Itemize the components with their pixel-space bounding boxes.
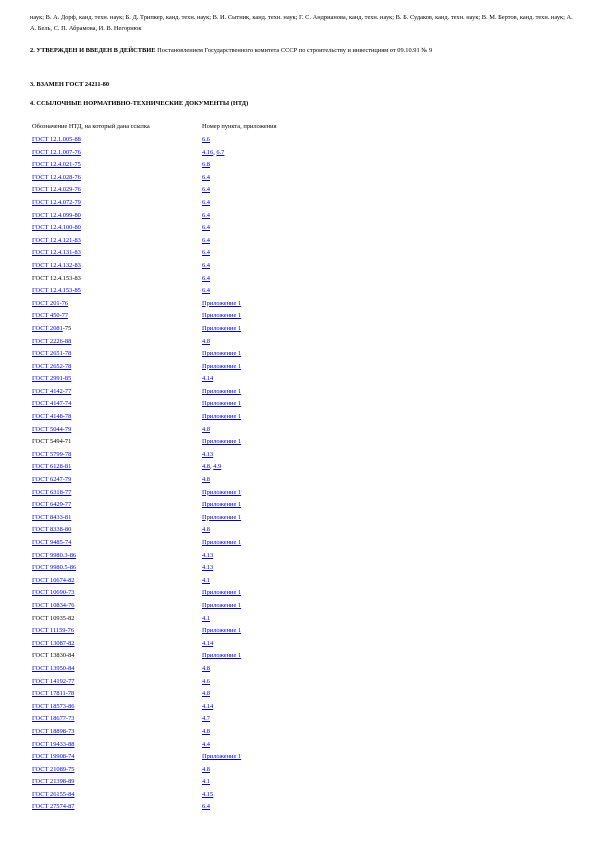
reference-link[interactable]: Приложение 1	[202, 627, 242, 635]
document-cell	[32, 172, 81, 185]
table-row	[32, 625, 532, 638]
reference-link[interactable]: 4.16	[202, 148, 214, 156]
document-cell	[32, 222, 81, 235]
reference-cell	[202, 789, 213, 802]
document-link[interactable]: ГОСТ 5799-78	[32, 450, 72, 458]
reference-separator: ,	[213, 148, 217, 156]
document-cell	[32, 701, 75, 714]
reference-link[interactable]: 4.6	[202, 677, 210, 685]
document-cell	[32, 764, 75, 777]
table-row	[32, 726, 532, 739]
reference-cell	[202, 235, 210, 248]
column-header-document: Обозначение НТД, на который дана ссылка	[32, 123, 150, 130]
document-link[interactable]: ГОСТ 12.4.131-83	[32, 249, 81, 257]
reference-cell	[202, 159, 210, 172]
reference-link[interactable]: 4.8	[202, 765, 210, 773]
document-cell	[32, 147, 81, 160]
reference-link[interactable]: Приложение 1	[202, 539, 242, 546]
reference-link[interactable]: Приложение 1	[202, 589, 242, 597]
document-cell	[32, 613, 75, 626]
document-cell	[32, 638, 75, 651]
document-cell	[32, 801, 75, 814]
document-link[interactable]: ГОСТ 11159-76	[32, 627, 75, 635]
document-cell	[32, 474, 71, 487]
document-cell	[32, 285, 81, 298]
document-cell	[32, 789, 75, 802]
reference-link[interactable]: 4.8	[202, 337, 210, 345]
table-row	[32, 235, 532, 248]
reference-cell	[202, 638, 213, 651]
reference-link[interactable]: 4.4	[202, 740, 210, 748]
document-link[interactable]: ГОСТ 5044-79	[32, 425, 72, 433]
table-row	[32, 147, 532, 160]
table-row	[32, 600, 532, 613]
reference-cell	[202, 499, 241, 512]
reference-link[interactable]: 6.4	[202, 249, 210, 257]
document-cell	[32, 713, 75, 726]
reference-link[interactable]: Приложение 1	[202, 438, 242, 446]
document-cell	[32, 688, 74, 701]
document-link[interactable]: ГОСТ 10834-76	[32, 601, 75, 609]
document-link[interactable]: ГОСТ 9980.3-86	[32, 551, 77, 559]
table-row	[32, 386, 532, 399]
document-cell	[32, 436, 71, 449]
reference-cell	[202, 449, 213, 462]
document-link[interactable]: ГОСТ 19433-88	[32, 740, 75, 748]
reference-cell	[202, 701, 213, 714]
document-link[interactable]: ГОСТ 18898-73	[32, 727, 75, 735]
reference-cell	[202, 512, 241, 525]
reference-cell	[202, 537, 241, 550]
document-link[interactable]: ГОСТ 2652-78	[32, 362, 72, 370]
document-cell	[32, 449, 71, 462]
document-cell	[32, 650, 75, 663]
reference-link[interactable]: 4.8	[202, 425, 210, 433]
table-row	[32, 537, 532, 550]
reference-cell	[202, 310, 241, 323]
table-row	[32, 789, 532, 802]
reference-link[interactable]: Приложение 1	[202, 501, 242, 509]
document-cell	[32, 361, 71, 374]
table-row	[32, 676, 532, 689]
document-link[interactable]: ГОСТ 2081	[32, 324, 63, 332]
reference-cell	[202, 474, 210, 487]
table-row	[32, 663, 532, 676]
document-link[interactable]: ГОСТ 12.4.132-83	[32, 261, 81, 269]
document-link[interactable]: ГОСТ 12.4.099-80	[32, 211, 81, 219]
section-4	[30, 99, 575, 110]
reference-link[interactable]: Приложение 1	[202, 362, 242, 370]
reference-link[interactable]: 4.14	[202, 639, 214, 647]
document-link[interactable]: ГОСТ 19908-74	[32, 753, 75, 761]
document-cell	[32, 625, 74, 638]
document-text: ГОСТ 5494-71	[32, 438, 72, 446]
document-cell	[32, 235, 81, 248]
reference-link[interactable]: Приложение 1	[202, 350, 242, 358]
table-row	[32, 575, 532, 588]
reference-cell	[202, 424, 210, 437]
document-link[interactable]: ГОСТ 6128-81	[32, 463, 72, 471]
document-cell	[32, 524, 71, 537]
reference-link[interactable]: 4.13	[202, 551, 214, 559]
section-2-heading: 2. УТВЕРЖДЕН И ВВЕДЕН В ДЕЙСТВИЕ	[30, 47, 156, 54]
table-row	[32, 713, 532, 726]
document-link[interactable]: ГОСТ 12.4.153-85	[32, 287, 81, 295]
table-row	[32, 285, 532, 298]
document-cell	[32, 184, 81, 197]
reference-cell	[202, 247, 210, 260]
reference-cell	[202, 436, 241, 449]
reference-cell	[202, 336, 210, 349]
document-link[interactable]: ГОСТ 9980.5-86	[32, 564, 77, 572]
reference-cell	[202, 650, 241, 663]
reference-link[interactable]: Приложение 1	[202, 513, 242, 521]
table-row	[32, 273, 532, 286]
document-link[interactable]: ГОСТ 12.4.021-75	[32, 161, 81, 169]
reference-cell	[202, 323, 241, 336]
table-row	[32, 361, 532, 374]
reference-link[interactable]: Приложение 1	[202, 413, 242, 421]
table-row	[32, 172, 532, 185]
reference-cell	[202, 134, 210, 147]
document-link[interactable]: ГОСТ 14192-77	[32, 677, 75, 685]
reference-cell	[202, 373, 213, 386]
reference-cell	[202, 348, 241, 361]
table-row	[32, 436, 532, 449]
reference-cell	[202, 801, 210, 814]
document-cell	[32, 386, 71, 399]
document-link[interactable]: ГОСТ 8433-81	[32, 513, 72, 521]
document-cell	[32, 310, 68, 323]
table-row	[32, 562, 532, 575]
document-cell	[32, 550, 76, 563]
reference-link[interactable]: 6.4	[202, 173, 210, 181]
reference-link[interactable]: 6.4	[202, 287, 210, 295]
table-row	[32, 184, 532, 197]
document-cell	[32, 260, 81, 273]
table-row	[32, 310, 532, 323]
document-cell	[32, 487, 71, 500]
reference-cell	[202, 147, 224, 160]
reference-link[interactable]: 6.4	[202, 186, 210, 194]
document-cell	[32, 587, 75, 600]
reference-link[interactable]: Приложение 1	[202, 324, 242, 332]
document-cell	[32, 512, 71, 525]
table-row	[32, 134, 532, 147]
reference-link[interactable]: Приложение 1	[202, 387, 242, 395]
table-row	[32, 499, 532, 512]
reference-cell	[202, 713, 210, 726]
document-cell	[32, 776, 75, 789]
document-cell	[32, 159, 81, 172]
table-row	[32, 210, 532, 223]
table-row	[32, 638, 532, 651]
table-row	[32, 449, 532, 462]
reference-cell	[202, 285, 210, 298]
reference-link[interactable]: 6.4	[202, 198, 210, 206]
document-link[interactable]: ГОСТ 9485-74	[32, 539, 72, 546]
reference-link[interactable]: 4.7	[202, 715, 210, 723]
reference-link[interactable]: 6.8	[202, 161, 210, 169]
document-link[interactable]: ГОСТ 4142-77	[32, 387, 72, 395]
reference-link[interactable]: Приложение 1	[202, 601, 242, 609]
table-row	[32, 512, 532, 525]
document-link[interactable]: ГОСТ 12.1.007-76	[32, 148, 81, 156]
table-row	[32, 247, 532, 260]
reference-cell	[202, 751, 241, 764]
table-row	[32, 650, 532, 663]
reference-link[interactable]: 6.4	[202, 274, 210, 282]
table-row	[32, 801, 532, 814]
table-row	[32, 474, 532, 487]
table-row	[32, 348, 532, 361]
document-link[interactable]: ГОСТ 13087-82	[32, 639, 75, 647]
document-cell	[32, 751, 75, 764]
document-link[interactable]: ГОСТ 201-76	[32, 299, 69, 307]
document-text: ГОСТ 10935-82	[32, 614, 75, 622]
document-link[interactable]: ГОСТ 6247-79	[32, 476, 72, 484]
document-link[interactable]: ГОСТ 17811-78	[32, 690, 75, 698]
reference-link[interactable]: 4.13	[202, 450, 214, 458]
table-row	[32, 461, 532, 474]
document-cell	[32, 411, 71, 424]
reference-link[interactable]: 6.4	[202, 211, 210, 219]
document-link[interactable]: ГОСТ 8338-80	[32, 526, 72, 534]
reference-link[interactable]: 4.8	[202, 664, 210, 672]
reference-cell	[202, 575, 210, 588]
reference-link[interactable]: Приложение 1	[202, 400, 242, 408]
reference-cell	[202, 210, 210, 223]
reference-cell	[202, 625, 241, 638]
reference-separator: ,	[210, 463, 214, 471]
table-row	[32, 323, 532, 336]
reference-cell	[202, 361, 241, 374]
document-cell	[32, 676, 75, 689]
document-cell	[32, 273, 81, 286]
reference-link[interactable]: Приложение 1	[202, 652, 242, 660]
reference-link[interactable]: Приложение 1	[202, 753, 242, 761]
column-header-reference: Номер пункта, приложения	[202, 123, 277, 130]
document-cell	[32, 562, 76, 575]
document-cell	[32, 348, 71, 361]
document-link[interactable]: ГОСТ 2991-85	[32, 375, 72, 383]
document-text: ГОСТ 12.4.153-83	[32, 274, 81, 282]
document-link[interactable]: ГОСТ 12.4.100-80	[32, 224, 81, 232]
reference-cell	[202, 587, 241, 600]
reference-link[interactable]: Приложение 1	[202, 488, 242, 496]
reference-cell	[202, 411, 241, 424]
document-link[interactable]: ГОСТ 26155-84	[32, 790, 75, 798]
document-link[interactable]: ГОСТ 18677-73	[32, 715, 75, 723]
document-text: ГОСТ 13830-84	[32, 652, 75, 660]
document-suffix: -75	[62, 324, 72, 332]
table-row	[32, 524, 532, 537]
table-row	[32, 159, 532, 172]
reference-link[interactable]: 6.4	[202, 236, 210, 244]
section-3-heading: 3. ВЗАМЕН ГОСТ 24211-80	[30, 81, 110, 88]
table-row	[32, 550, 532, 563]
table-row	[32, 688, 532, 701]
table-row	[32, 222, 532, 235]
reference-link[interactable]: 4.1	[202, 778, 210, 786]
reference-link[interactable]: 6.4	[202, 224, 210, 232]
reference-cell	[202, 663, 210, 676]
document-link[interactable]: ГОСТ 13950-84	[32, 664, 75, 672]
reference-link[interactable]: 4.13	[202, 564, 214, 572]
reference-link[interactable]: 4.1	[202, 614, 210, 622]
document-link[interactable]: ГОСТ 4148-78	[32, 413, 72, 421]
document-cell	[32, 726, 75, 739]
reference-cell	[202, 386, 241, 399]
reference-link[interactable]: 6.6	[202, 136, 210, 143]
reference-cell	[202, 184, 210, 197]
table-header	[32, 123, 277, 131]
reference-link[interactable]: 6.4	[202, 803, 210, 811]
table-row	[32, 336, 532, 349]
reference-cell	[202, 197, 210, 210]
table-row	[32, 776, 532, 789]
document-link[interactable]: ГОСТ 10674-82	[32, 576, 75, 584]
document-link[interactable]: ГОСТ 12.4.072-79	[32, 198, 81, 206]
table-row	[32, 739, 532, 752]
reference-cell	[202, 172, 210, 185]
document-cell	[32, 739, 75, 752]
table-row	[32, 398, 532, 411]
document-link[interactable]: ГОСТ 10690-73	[32, 589, 75, 597]
reference-link[interactable]: 4.15	[202, 790, 214, 798]
reference-cell	[202, 222, 210, 235]
document-link[interactable]: ГОСТ 27574-87	[32, 803, 75, 811]
reference-cell	[202, 776, 210, 789]
document-cell	[32, 336, 71, 349]
reference-cell	[202, 398, 241, 411]
document-link[interactable]: ГОСТ 12.4.028-76	[32, 173, 81, 181]
reference-cell	[202, 562, 213, 575]
reference-link[interactable]: 4.8	[202, 476, 210, 484]
document-cell	[32, 210, 81, 223]
reference-cell	[202, 613, 210, 626]
reference-link[interactable]: 4.14	[202, 702, 214, 710]
reference-link[interactable]: Приложение 1	[202, 312, 242, 320]
reference-cell	[202, 726, 210, 739]
reference-link[interactable]: 6.4	[202, 261, 210, 269]
table-row	[32, 587, 532, 600]
table-row	[32, 701, 532, 714]
document-link[interactable]: ГОСТ 2226-88	[32, 337, 72, 345]
table-row	[32, 751, 532, 764]
section-2	[30, 46, 575, 57]
document-cell	[32, 197, 81, 210]
document-link[interactable]: ГОСТ 12.4.121-83	[32, 236, 81, 244]
reference-cell	[202, 273, 210, 286]
document-link[interactable]: ГОСТ 12.4.029-76	[32, 186, 81, 194]
document-cell	[32, 398, 71, 411]
authors-paragraph: наук; В. А. Дорф, канд. техн. наук; Б. Д. Трипкер, канд. техн. наук; В. И. Сытник, канд. техн. наук; Г. С. Андрианова, канд. техн. наук; В. Б. Судаков, канд. техн. наук; В. М. Бертов, канд. техн. наук; А. А. Бель, С. П. Абрамова, И. В. Негорнюк	[30, 14, 573, 32]
reference-link[interactable]: 4.8	[202, 463, 210, 471]
table-row	[32, 197, 532, 210]
document-link[interactable]: ГОСТ 2651-78	[32, 350, 72, 358]
reference-cell	[202, 600, 241, 613]
reference-link[interactable]: 4.8	[202, 690, 210, 698]
document-link[interactable]: ГОСТ 12.1.005-88	[32, 136, 81, 143]
table-row	[32, 487, 532, 500]
document-cell	[32, 373, 71, 386]
reference-link[interactable]: 4.9	[213, 463, 222, 471]
reference-cell	[202, 688, 210, 701]
document-cell	[32, 424, 71, 437]
document-link[interactable]: ГОСТ 4147-74	[32, 400, 72, 408]
reference-cell	[202, 461, 221, 474]
document-cell	[32, 461, 71, 474]
section-2-text: Постановлением Государственного комитета СССР по строительству и инвестициям от 09.10.91 № 9	[157, 47, 433, 54]
document-cell	[32, 298, 68, 311]
document-cell	[32, 247, 81, 260]
table-row	[32, 373, 532, 386]
document-cell	[32, 575, 75, 588]
reference-link[interactable]: 4.1	[202, 576, 210, 584]
document-cell	[32, 134, 81, 147]
reference-cell	[202, 764, 210, 777]
document-link[interactable]: ГОСТ 21398-89	[32, 778, 75, 786]
reference-cell	[202, 260, 210, 273]
reference-link[interactable]: 4.8	[202, 727, 210, 735]
table-row	[32, 613, 532, 626]
document-link[interactable]: ГОСТ 6318-77	[32, 488, 72, 496]
table-row	[32, 260, 532, 273]
section-4-heading: 4. ССЫЛОЧНЫЕ НОРМАТИВНО-ТЕХНИЧЕСКИЕ ДОКУМЕНТЫ (НТД)	[30, 100, 249, 107]
reference-cell	[202, 550, 213, 563]
reference-cell	[202, 487, 241, 500]
document-cell	[32, 663, 75, 676]
section-3	[30, 80, 575, 91]
document-cell	[32, 323, 71, 336]
reference-cell	[202, 676, 210, 689]
reference-cell	[202, 739, 210, 752]
reference-table	[32, 134, 532, 814]
table-row	[32, 298, 532, 311]
document-link[interactable]: ГОСТ 21089-75	[32, 765, 75, 773]
document-link[interactable]: ГОСТ 450-77	[32, 312, 69, 320]
document-cell	[32, 600, 75, 613]
reference-link[interactable]: 4.14	[202, 375, 214, 383]
reference-cell	[202, 298, 241, 311]
document-link[interactable]: ГОСТ 18573-86	[32, 702, 75, 710]
table-row	[32, 764, 532, 777]
reference-cell	[202, 524, 210, 537]
document-cell	[32, 537, 71, 550]
table-row	[32, 411, 532, 424]
table-row	[32, 424, 532, 437]
document-link[interactable]: ГОСТ 6429-77	[32, 501, 72, 509]
reference-link[interactable]: Приложение 1	[202, 299, 242, 307]
document-cell	[32, 499, 71, 512]
reference-link[interactable]: 4.8	[202, 526, 210, 534]
reference-link[interactable]: 6.7	[216, 148, 225, 156]
